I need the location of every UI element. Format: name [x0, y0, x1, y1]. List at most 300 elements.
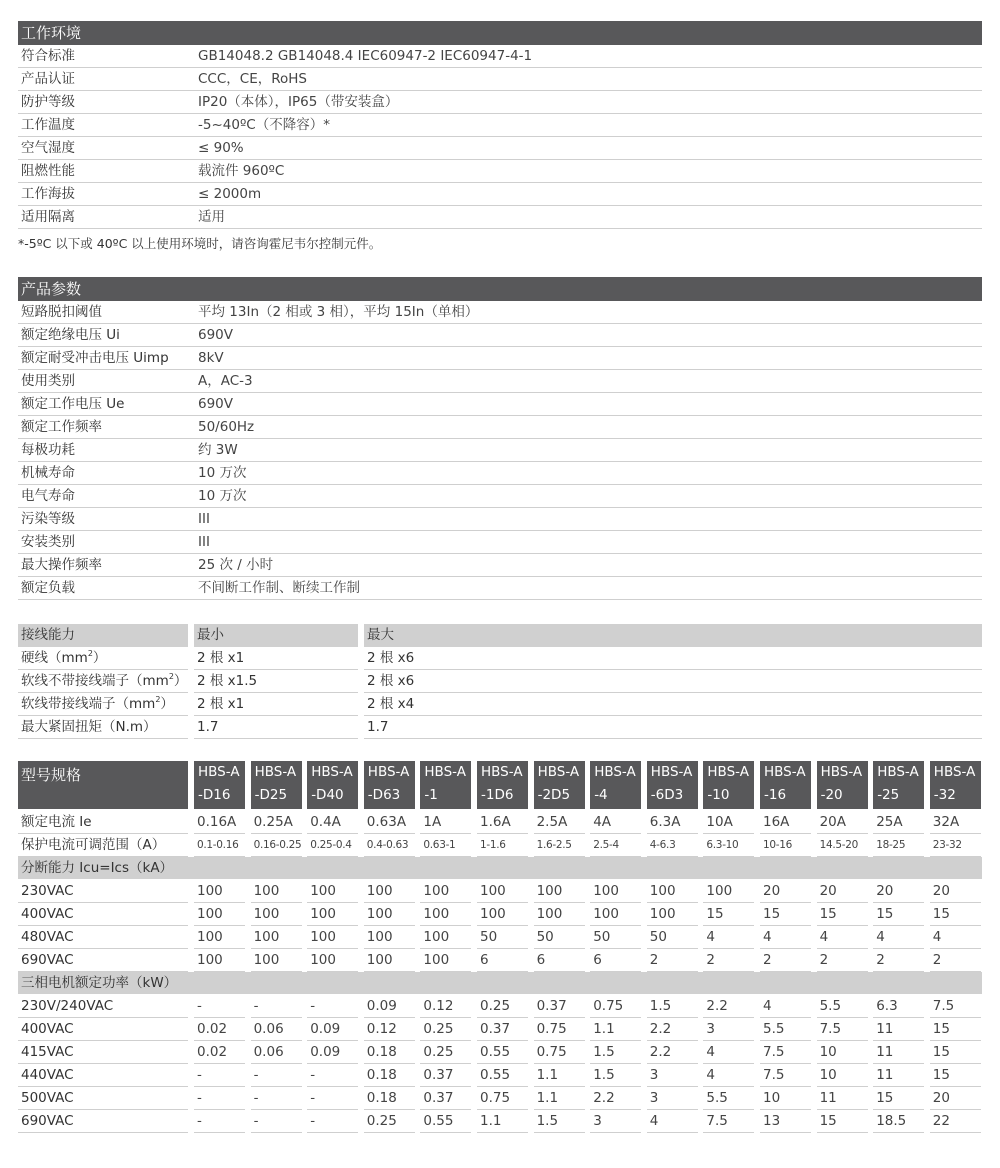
power-row-cell: 15	[930, 1018, 981, 1041]
power-row-cell: 11	[873, 1041, 924, 1064]
power-row-cell: 0.25	[364, 1110, 415, 1133]
breaking-row-label: 480VAC	[18, 926, 188, 949]
model-column-header	[703, 761, 754, 809]
power-row-cell: 0.02	[194, 1018, 245, 1041]
model-name-line1: HBS-A	[198, 764, 240, 780]
breaking-row-cell: 2	[760, 949, 811, 972]
power-row-cell: 0.75	[534, 1018, 585, 1041]
breaking-row-cell: 50	[534, 926, 585, 949]
protect-range-cell: 23-32	[930, 834, 981, 857]
power-row-cell: 2.2	[590, 1087, 641, 1110]
power-row-cell: -	[307, 1110, 358, 1133]
power-row-cell: 15	[930, 1041, 981, 1064]
model-name-line1: HBS-A	[820, 764, 863, 780]
power-row-cell: 0.25	[420, 1041, 471, 1064]
params-row-label: 短路脱扣阈值	[21, 304, 102, 320]
rated-current-cell: 20A	[817, 811, 868, 834]
breaking-row-cell: 20	[760, 880, 811, 903]
params-row-label: 额定绝缘电压 Ui	[21, 327, 120, 343]
power-row-cell: 7.5	[703, 1110, 754, 1133]
power-row-cell: -	[307, 995, 358, 1018]
power-row-cell: -	[194, 1110, 245, 1133]
motor-power-header: 三相电机额定功率（kW）	[18, 972, 982, 994]
power-row-cell: -	[307, 1087, 358, 1110]
env-row	[18, 183, 982, 206]
power-row-cell: -	[251, 1087, 302, 1110]
rated-current-label: 额定电流 Ie	[18, 811, 188, 834]
power-row-cell: 2.2	[647, 1018, 698, 1041]
model-column-header	[817, 761, 868, 809]
env-row-value: CCC，CE，RoHS	[198, 71, 307, 87]
model-name-line2: -25	[877, 787, 900, 803]
env-row	[18, 45, 982, 68]
env-row-value: -5~40ºC（不降容）*	[198, 117, 330, 133]
params-row-value: 50/60Hz	[198, 419, 255, 435]
env-row	[18, 160, 982, 183]
power-row-cell: 0.25	[477, 995, 528, 1018]
wiring-min: 2 根 x1	[194, 693, 358, 716]
power-row-cell: 0.09	[364, 995, 415, 1018]
model-column-header	[194, 761, 245, 809]
rated-current-cell: 0.16A	[194, 811, 245, 834]
model-name-line1: HBS-A	[481, 764, 523, 780]
power-row-cell: 4	[760, 995, 811, 1018]
rated-current-cell: 1.6A	[477, 811, 528, 834]
wiring-label-text: 硬线（mm	[21, 650, 88, 666]
power-row-cell: 15	[930, 1064, 981, 1087]
breaking-row-cell: 100	[307, 926, 358, 949]
env-row-value: ≤ 2000m	[198, 186, 262, 202]
params-row	[18, 347, 982, 370]
wiring-max: 2 根 x6	[364, 647, 982, 670]
breaking-row-cell: 100	[534, 903, 585, 926]
env-section-title: 工作环境	[18, 21, 982, 45]
breaking-row-cell: 4	[873, 926, 924, 949]
breaking-row-cell: 100	[251, 903, 302, 926]
power-row-cell: 7.5	[760, 1041, 811, 1064]
protect-range-cell: 10-16	[760, 834, 811, 857]
protect-range-cell: 18-25	[873, 834, 924, 857]
breaking-row-cell: 100	[251, 949, 302, 972]
params-row-value: III	[198, 534, 210, 550]
power-row-cell: 11	[817, 1087, 868, 1110]
rated-current-cell: 32A	[930, 811, 981, 834]
wiring-label-tail: ）	[92, 650, 107, 666]
wiring-label-sup: 2	[155, 695, 161, 704]
wiring-label-text: 最大紧固扭矩（N.m）	[21, 719, 157, 735]
breaking-row-cell: 100	[194, 880, 245, 903]
env-row-label: 空气湿度	[21, 140, 75, 156]
power-row-cell: 0.25	[420, 1018, 471, 1041]
breaking-row-cell: 4	[760, 926, 811, 949]
power-row-cell: 2.2	[703, 995, 754, 1018]
power-row-cell: 0.09	[307, 1018, 358, 1041]
protect-range-cell: 2.5-4	[590, 834, 641, 857]
params-row-value: 690V	[198, 396, 234, 412]
model-name-line2: -10	[707, 787, 730, 803]
power-row-label: 690VAC	[18, 1110, 188, 1133]
power-row-cell: 0.75	[534, 1041, 585, 1064]
wiring-max: 2 根 x6	[364, 670, 982, 693]
wiring-min: 2 根 x1.5	[194, 670, 358, 693]
params-row-value: 平均 13In（2 相或 3 相），平均 15In（单相）	[198, 304, 479, 320]
protect-range-cell: 0.4-0.63	[364, 834, 415, 857]
breaking-row-cell: 100	[590, 880, 641, 903]
wiring-max: 2 根 x4	[364, 693, 982, 716]
power-row-cell: 22	[930, 1110, 981, 1133]
breaking-row-cell: 2	[873, 949, 924, 972]
rated-current-cell: 0.25A	[251, 811, 302, 834]
model-name-line1: HBS-A	[367, 764, 410, 780]
power-row-cell: 0.18	[364, 1041, 415, 1064]
model-name-line2: -32	[933, 787, 956, 803]
protect-range-cell: 1-1.6	[477, 834, 528, 857]
breaking-row-cell: 100	[420, 880, 471, 903]
protect-range-cell: 1.6-2.5	[534, 834, 585, 857]
env-row	[18, 206, 982, 229]
breaking-row-cell: 15	[760, 903, 811, 926]
breaking-row-cell: 100	[420, 926, 471, 949]
power-row-cell: 1.1	[477, 1110, 528, 1133]
power-row-cell: 10	[817, 1064, 868, 1087]
breaking-row-cell: 15	[873, 903, 924, 926]
models-title: 型号规格	[18, 761, 188, 809]
model-column-header	[760, 761, 811, 809]
env-row	[18, 91, 982, 114]
protect-range-cell: 4-6.3	[647, 834, 698, 857]
power-row-cell: 0.06	[251, 1018, 302, 1041]
model-name-line1: HBS-A	[594, 764, 636, 780]
params-row-label: 污染等级	[21, 511, 75, 527]
breaking-row-cell: 15	[817, 903, 868, 926]
params-row-value: 10 万次	[198, 465, 247, 481]
rated-current-cell: 4A	[590, 811, 641, 834]
breaking-row-cell: 2	[703, 949, 754, 972]
power-row-cell: 10	[760, 1087, 811, 1110]
breaking-row-label: 400VAC	[18, 903, 188, 926]
params-row-label: 每极功耗	[21, 442, 75, 458]
power-row-cell: 0.18	[364, 1087, 415, 1110]
power-row-cell: 0.55	[420, 1110, 471, 1133]
params-row	[18, 301, 982, 324]
breaking-row-cell: 100	[477, 880, 528, 903]
model-name-line2: -D63	[367, 787, 401, 803]
params-row	[18, 416, 982, 439]
power-row-cell: 0.12	[364, 1018, 415, 1041]
model-name-line1: HBS-A	[650, 764, 693, 780]
breaking-row-cell: 100	[420, 949, 471, 972]
model-column-header	[364, 761, 415, 809]
power-row-cell: 0.06	[251, 1041, 302, 1064]
breaking-row-cell: 100	[251, 880, 302, 903]
env-row-value: 适用	[198, 209, 225, 225]
rated-current-cell: 16A	[760, 811, 811, 834]
breaking-row-cell: 100	[307, 949, 358, 972]
params-row-value: 不间断工作制、断续工作制	[198, 580, 360, 596]
power-row-cell: 1.1	[534, 1064, 585, 1087]
breaking-row-label: 690VAC	[18, 949, 188, 972]
power-row-cell: 0.37	[477, 1018, 528, 1041]
breaking-row-cell: 100	[307, 880, 358, 903]
params-row	[18, 554, 982, 577]
model-name-line2: -16	[764, 787, 787, 803]
power-row-cell: 1.5	[647, 995, 698, 1018]
breaking-row-cell: 100	[194, 949, 245, 972]
power-row-cell: 18.5	[873, 1110, 924, 1133]
model-name-line2: -1D6	[481, 787, 514, 803]
power-row-cell: 20	[930, 1087, 981, 1110]
power-row-cell: -	[194, 1087, 245, 1110]
env-row	[18, 137, 982, 160]
wiring-header: 接线能力	[18, 624, 188, 647]
model-name-line1: HBS-A	[424, 764, 466, 780]
power-row-cell: 5.5	[760, 1018, 811, 1041]
power-row-cell: -	[251, 995, 302, 1018]
model-column-header	[930, 761, 981, 809]
breaking-row-cell: 100	[251, 926, 302, 949]
power-row-cell: 0.37	[534, 995, 585, 1018]
power-row-cell: -	[194, 995, 245, 1018]
model-name-line2: -D25	[254, 787, 288, 803]
power-row-cell: 11	[873, 1018, 924, 1041]
protect-range-label: 保护电流可调范围（A）	[18, 834, 188, 857]
breaking-row-cell: 100	[364, 880, 415, 903]
rated-current-cell: 6.3A	[647, 811, 698, 834]
power-row-cell: 0.18	[364, 1064, 415, 1087]
power-row-label: 400VAC	[18, 1018, 188, 1041]
params-row	[18, 462, 982, 485]
power-row-cell: 15	[873, 1087, 924, 1110]
power-row-cell: 0.12	[420, 995, 471, 1018]
power-row-cell: 13	[760, 1110, 811, 1133]
params-row-label: 额定工作频率	[21, 419, 102, 435]
wiring-row-label	[18, 647, 188, 670]
breaking-row-cell: 100	[364, 949, 415, 972]
power-row-cell: 0.09	[307, 1041, 358, 1064]
wiring-max: 1.7	[364, 716, 982, 739]
params-row	[18, 370, 982, 393]
power-row-cell: 2.2	[647, 1041, 698, 1064]
power-row-cell: 10	[817, 1041, 868, 1064]
params-row-value: III	[198, 511, 210, 527]
rated-current-cell: 0.63A	[364, 811, 415, 834]
power-row-cell: -	[307, 1064, 358, 1087]
wiring-min: 2 根 x1	[194, 647, 358, 670]
breaking-row-cell: 100	[194, 903, 245, 926]
params-row-value: 约 3W	[198, 442, 238, 458]
params-row-label: 安装类别	[21, 534, 75, 550]
params-row	[18, 577, 982, 600]
env-row-label: 符合标准	[21, 48, 75, 64]
protect-range-cell: 6.3-10	[703, 834, 754, 857]
env-row-label: 工作温度	[21, 117, 75, 133]
params-row-value: 690V	[198, 327, 234, 343]
power-row-cell: 5.5	[703, 1087, 754, 1110]
model-name-line1: HBS-A	[707, 764, 749, 780]
power-row-cell: 4	[703, 1064, 754, 1087]
breaking-row-cell: 20	[873, 880, 924, 903]
wiring-label-text: 软线不带接线端子（mm	[21, 673, 169, 689]
breaking-row-cell: 100	[590, 903, 641, 926]
breaking-row-cell: 100	[703, 880, 754, 903]
model-column-header	[534, 761, 585, 809]
model-name-line1: HBS-A	[933, 764, 976, 780]
params-row-value: 25 次 / 小时	[198, 557, 274, 573]
params-row-value: A，AC-3	[198, 373, 253, 389]
model-column-header	[251, 761, 302, 809]
params-row-label: 额定耐受冲击电压 Uimp	[21, 350, 169, 366]
breaking-row-cell: 100	[364, 903, 415, 926]
power-row-cell: 1.5	[590, 1041, 641, 1064]
breaking-row-cell: 100	[307, 903, 358, 926]
params-row-label: 最大操作频率	[21, 557, 102, 573]
params-row-label: 机械寿命	[21, 465, 75, 481]
protect-range-cell: 0.25-0.4	[307, 834, 358, 857]
env-row-value: ≤ 90%	[198, 140, 244, 156]
power-row-cell: 1.5	[534, 1110, 585, 1133]
params-row	[18, 324, 982, 347]
breaking-row-cell: 100	[194, 926, 245, 949]
wiring-min: 1.7	[194, 716, 358, 739]
power-row-label: 230V/240VAC	[18, 995, 188, 1018]
rated-current-cell: 10A	[703, 811, 754, 834]
params-row-label: 使用类别	[21, 373, 75, 389]
model-name-line1: HBS-A	[877, 764, 919, 780]
model-name-line1: HBS-A	[537, 764, 580, 780]
power-row-label: 500VAC	[18, 1087, 188, 1110]
breaking-row-cell: 100	[420, 903, 471, 926]
power-row-cell: 7.5	[817, 1018, 868, 1041]
power-row-cell: 4	[703, 1041, 754, 1064]
breaking-row-cell: 15	[930, 903, 981, 926]
power-row-cell: 0.55	[477, 1041, 528, 1064]
env-row	[18, 114, 982, 137]
params-row-label: 额定负载	[21, 580, 75, 596]
breaking-row-cell: 20	[817, 880, 868, 903]
params-row	[18, 393, 982, 416]
env-row-value: IP20（本体），IP65（带安装盒）	[198, 94, 399, 110]
model-column-header	[873, 761, 924, 809]
wiring-row-label	[18, 693, 188, 716]
model-name-line2: -20	[820, 787, 843, 803]
protect-range-cell: 0.16-0.25	[251, 834, 302, 857]
protect-range-cell: 0.1-0.16	[194, 834, 245, 857]
breaking-capacity-header: 分断能力 Icu=Ics（kA）	[18, 857, 982, 879]
model-name-line2: -2D5	[537, 787, 571, 803]
model-column-header	[477, 761, 528, 809]
model-name-line2: -D40	[311, 787, 344, 803]
power-row-cell: 7.5	[760, 1064, 811, 1087]
breaking-row-cell: 2	[930, 949, 981, 972]
power-row-cell: 0.37	[420, 1064, 471, 1087]
power-row-cell: 0.75	[477, 1087, 528, 1110]
power-row-label: 415VAC	[18, 1041, 188, 1064]
params-row	[18, 531, 982, 554]
model-column-header	[420, 761, 471, 809]
params-row-value: 10 万次	[198, 488, 247, 504]
protect-range-cell: 14.5-20	[817, 834, 868, 857]
model-name-line2: -D16	[198, 787, 231, 803]
params-row	[18, 508, 982, 531]
env-row-value: GB14048.2 GB14048.4 IEC60947-2 IEC60947-4-1	[198, 48, 533, 64]
rated-current-cell: 0.4A	[307, 811, 358, 834]
breaking-row-cell: 6	[534, 949, 585, 972]
wiring-label-tail: ）	[160, 696, 174, 712]
breaking-row-cell: 15	[703, 903, 754, 926]
model-column-header	[307, 761, 358, 809]
power-row-cell: 7.5	[930, 995, 981, 1018]
params-row-label: 电气寿命	[21, 488, 75, 504]
params-row-label: 额定工作电压 Ue	[21, 396, 125, 412]
model-name-line2: -6D3	[650, 787, 684, 803]
model-column-header	[590, 761, 641, 809]
breaking-row-cell: 100	[647, 903, 698, 926]
model-name-line2: -1	[424, 787, 438, 803]
power-row-cell: 0.55	[477, 1064, 528, 1087]
wiring-header: 最小	[194, 624, 358, 647]
model-name-line1: HBS-A	[764, 764, 806, 780]
params-section-title: 产品参数	[18, 277, 982, 301]
power-row-cell: 3	[590, 1110, 641, 1133]
power-row-cell: 6.3	[873, 995, 924, 1018]
env-row-value: 载流件 960ºC	[198, 163, 285, 179]
power-row-cell: 3	[703, 1018, 754, 1041]
model-name-line1: HBS-A	[254, 764, 297, 780]
env-row-label: 防护等级	[21, 94, 75, 110]
breaking-row-cell: 2	[647, 949, 698, 972]
power-row-cell: 3	[647, 1087, 698, 1110]
env-row-label: 适用隔离	[21, 209, 75, 225]
breaking-row-cell: 4	[703, 926, 754, 949]
breaking-row-cell: 20	[930, 880, 981, 903]
model-column-header	[647, 761, 698, 809]
breaking-row-cell: 2	[817, 949, 868, 972]
breaking-row-cell: 50	[477, 926, 528, 949]
wiring-label-tail: ）	[173, 673, 188, 689]
power-row-cell: 0.02	[194, 1041, 245, 1064]
power-row-cell: 11	[873, 1064, 924, 1087]
wiring-label-sup: 2	[168, 672, 174, 681]
power-row-cell: 4	[647, 1110, 698, 1133]
rated-current-cell: 25A	[873, 811, 924, 834]
power-row-cell: 5.5	[817, 995, 868, 1018]
params-row	[18, 485, 982, 508]
env-row-label: 阻燃性能	[21, 163, 75, 179]
wiring-header: 最大	[364, 624, 982, 647]
breaking-row-cell: 6	[590, 949, 641, 972]
env-row	[18, 68, 982, 91]
power-row-cell: 15	[817, 1110, 868, 1133]
env-row-label: 工作海拔	[21, 186, 75, 202]
breaking-row-cell: 100	[647, 880, 698, 903]
wiring-label-sup: 2	[87, 649, 93, 658]
breaking-row-cell: 50	[590, 926, 641, 949]
breaking-row-cell: 50	[647, 926, 698, 949]
breaking-row-cell: 4	[930, 926, 981, 949]
wiring-row-label	[18, 670, 188, 693]
power-row-cell: -	[194, 1064, 245, 1087]
breaking-row-cell: 4	[817, 926, 868, 949]
breaking-row-cell: 100	[364, 926, 415, 949]
power-row-cell: -	[251, 1064, 302, 1087]
params-row	[18, 439, 982, 462]
env-row-label: 产品认证	[21, 71, 75, 87]
model-name-line1: HBS-A	[311, 764, 353, 780]
power-row-cell: 1.1	[534, 1087, 585, 1110]
wiring-row-label	[18, 716, 188, 739]
model-name-line2: -4	[594, 787, 608, 803]
breaking-row-cell: 100	[534, 880, 585, 903]
